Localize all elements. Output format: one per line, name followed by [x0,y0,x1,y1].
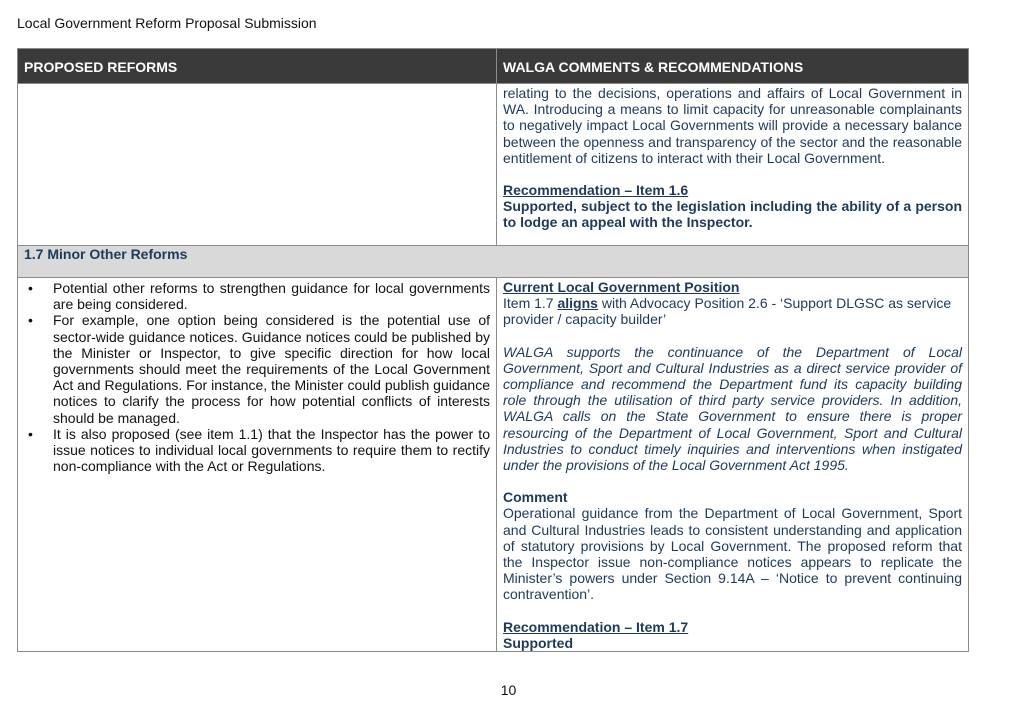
bullet-icon: • [28,280,33,296]
header-proposed-reforms: PROPOSED REFORMS [18,49,497,84]
section-title-1-7: 1.7 Minor Other Reforms [18,246,969,278]
continuation-proposal-cell [18,84,497,246]
list-item: • It is also proposed (see item 1.1) that the Inspector has the power to issue notices to individual local governments to require them to rectify non-compliance with the Act or Regulations. [28,425,490,475]
reform-table [17,48,969,652]
table-header-row [18,49,969,84]
list-item: • For example, one option being considered is the potential use of sector-wide guidance notices. Guidance notices could be published by the Minister or Inspector, to give specific direction for how local governments should meet the requirements of the Local Government Act and Regulations. For instance, the Minister could publish guidance notices to clarify the process for how potential conflicts of interests should be managed. [28,312,490,426]
comment-cell-1-7 [497,278,969,652]
position-heading: Current Local Government Position [503,279,740,295]
position-line: Item 1.7 aligns with Advocacy Position 2.6 - ‘Support DLGSC as service provider / capacity builder’ [503,295,952,328]
table-row-1-7 [18,278,969,652]
continuation-comment-cell [497,84,969,246]
table-row-continuation [18,84,969,246]
recommendation-text-1-6: Supported, subject to the legislation including the ability of a person to lodge an appeal with the Inspector. [503,198,962,231]
advocacy-position-text: WALGA supports the continuance of the Department of Local Government, Sport and Cultural Industries as a direct service provider of compliance and recommend the Department fund its capacity building role through the utilisation of third party service providers. In addition, WALGA calls on the State Government to ensure there is proper resourcing of the Department of Local Government, Sport and Cultural Industries to conduct timely inquiries and interventions when instigated under the provisions of the Local Government Act 1995. [503,343,962,474]
header-walga-comments: WALGA COMMENTS & RECOMMENDATIONS [497,49,969,84]
bullet-icon: • [28,425,33,442]
list-item: • Potential other reforms to strengthen guidance for local governments are being considered. [28,280,490,313]
recommendation-heading-1-7: Recommendation – Item 1.7 [503,618,689,635]
proposal-list [24,278,490,474]
comment-text: Operational guidance from the Department of Local Government, Sport and Cultural Industries leads to consistent understanding and application of statutory provisions by Local Government. The proposed reform that the Inspector issue non-compliance notices appears to replicate the Minister’s powers under Section 9.14A – ‘Notice to prevent continuing contravention’. [503,505,962,603]
recommendation-heading-1-6: Recommendation – Item 1.6 [503,182,689,199]
page-number: 10 [500,682,517,698]
bullet-icon: • [28,312,33,329]
aligns-keyword: aligns [557,295,598,312]
continuation-text: relating to the decisions, operations and affairs of Local Government in WA. Introducing a means to limit capacity for unreasonable complainants to negatively impact Local Governments will provide a necessary balance between the openness and transparency of the sector and the reasonable entitlement of citizens to interact with their Local Government. [503,85,962,166]
document-title: Local Government Reform Proposal Submission [17,15,317,31]
recommendation-text-1-7: Supported [503,634,573,651]
proposal-cell-1-7 [18,278,497,652]
table-row-section [18,246,969,278]
comment-heading: Comment [503,489,568,506]
